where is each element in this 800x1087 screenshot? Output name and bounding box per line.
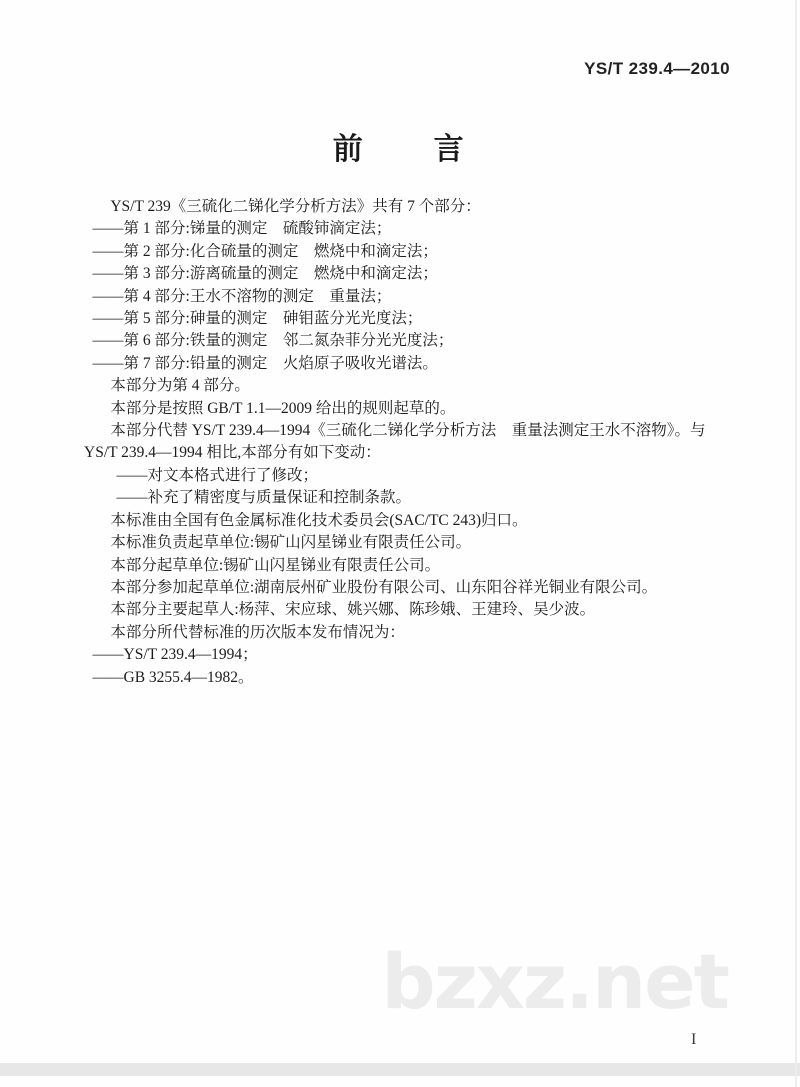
foreword-line: ——YS/T 239.4—1994；	[92, 646, 258, 664]
foreword-line: ——第 1 部分:锑量的测定 硫酸铈滴定法；	[92, 220, 392, 238]
foreword-line: 本部分为第 4 部分。	[110, 377, 250, 395]
foreword-line: YS/T 239.4—1994 相比,本部分有如下变动：	[84, 444, 381, 462]
foreword-line: 本部分主要起草人:杨萍、宋应球、姚兴娜、陈珍娥、王建玲、吴少波。	[110, 601, 596, 619]
foreword-line: 本部分代替 YS/T 239.4—1994《三硫化二锑化学分析方法 重量法测定王水不溶物》。与	[110, 422, 706, 440]
foreword-line: ——第 4 部分:王水不溶物的测定 重量法；	[92, 287, 392, 305]
page-number: I	[691, 1031, 697, 1048]
scan-bottom-bar	[0, 1063, 800, 1076]
foreword-line: 本部分参加起草单位:湖南辰州矿业股份有限公司、山东阳谷祥光铜业有限公司。	[110, 578, 658, 596]
foreword-body	[84, 196, 736, 689]
scan-edge-shadow	[795, 0, 797, 1087]
standard-code-header: YS/T 239.4—2010	[584, 59, 730, 78]
foreword-line: 本标准由全国有色金属标准化技术委员会(SAC/TC 243)归口。	[110, 511, 528, 529]
watermark-text: bzxz.net	[381, 937, 728, 1026]
foreword-line: YS/T 239《三硫化二锑化学分析方法》共有 7 个部分：	[110, 198, 481, 215]
foreword-line: ——第 5 部分:砷量的测定 砷钼蓝分光光度法；	[92, 310, 423, 328]
foreword-line: ——第 3 部分:游离硫量的测定 燃烧中和滴定法；	[92, 265, 438, 283]
foreword-line: 本部分起草单位:锡矿山闪星锑业有限责任公司。	[110, 556, 441, 574]
foreword-line: ——补充了精密度与质量保证和控制条款。	[116, 489, 412, 507]
foreword-line: ——第 2 部分:化合硫量的测定 燃烧中和滴定法；	[92, 242, 438, 260]
foreword-line: ——GB 3255.4—1982。	[92, 668, 254, 686]
foreword-line: 本标准负责起草单位:锡矿山闪星锑业有限责任公司。	[110, 534, 472, 552]
foreword-line: ——对文本格式进行了修改；	[116, 466, 319, 484]
foreword-line: 本部分所代替标准的历次版本发布情况为：	[110, 623, 405, 641]
page-title: 前 言	[332, 133, 468, 166]
foreword-line: 本部分是按照 GB/T 1.1—2009 给出的规则起草的。	[110, 399, 456, 417]
foreword-line: ——第 7 部分:铅量的测定 火焰原子吸收光谱法。	[92, 354, 438, 372]
foreword-line: ——第 6 部分:铁量的测定 邻二氮杂菲分光光度法；	[92, 332, 454, 350]
